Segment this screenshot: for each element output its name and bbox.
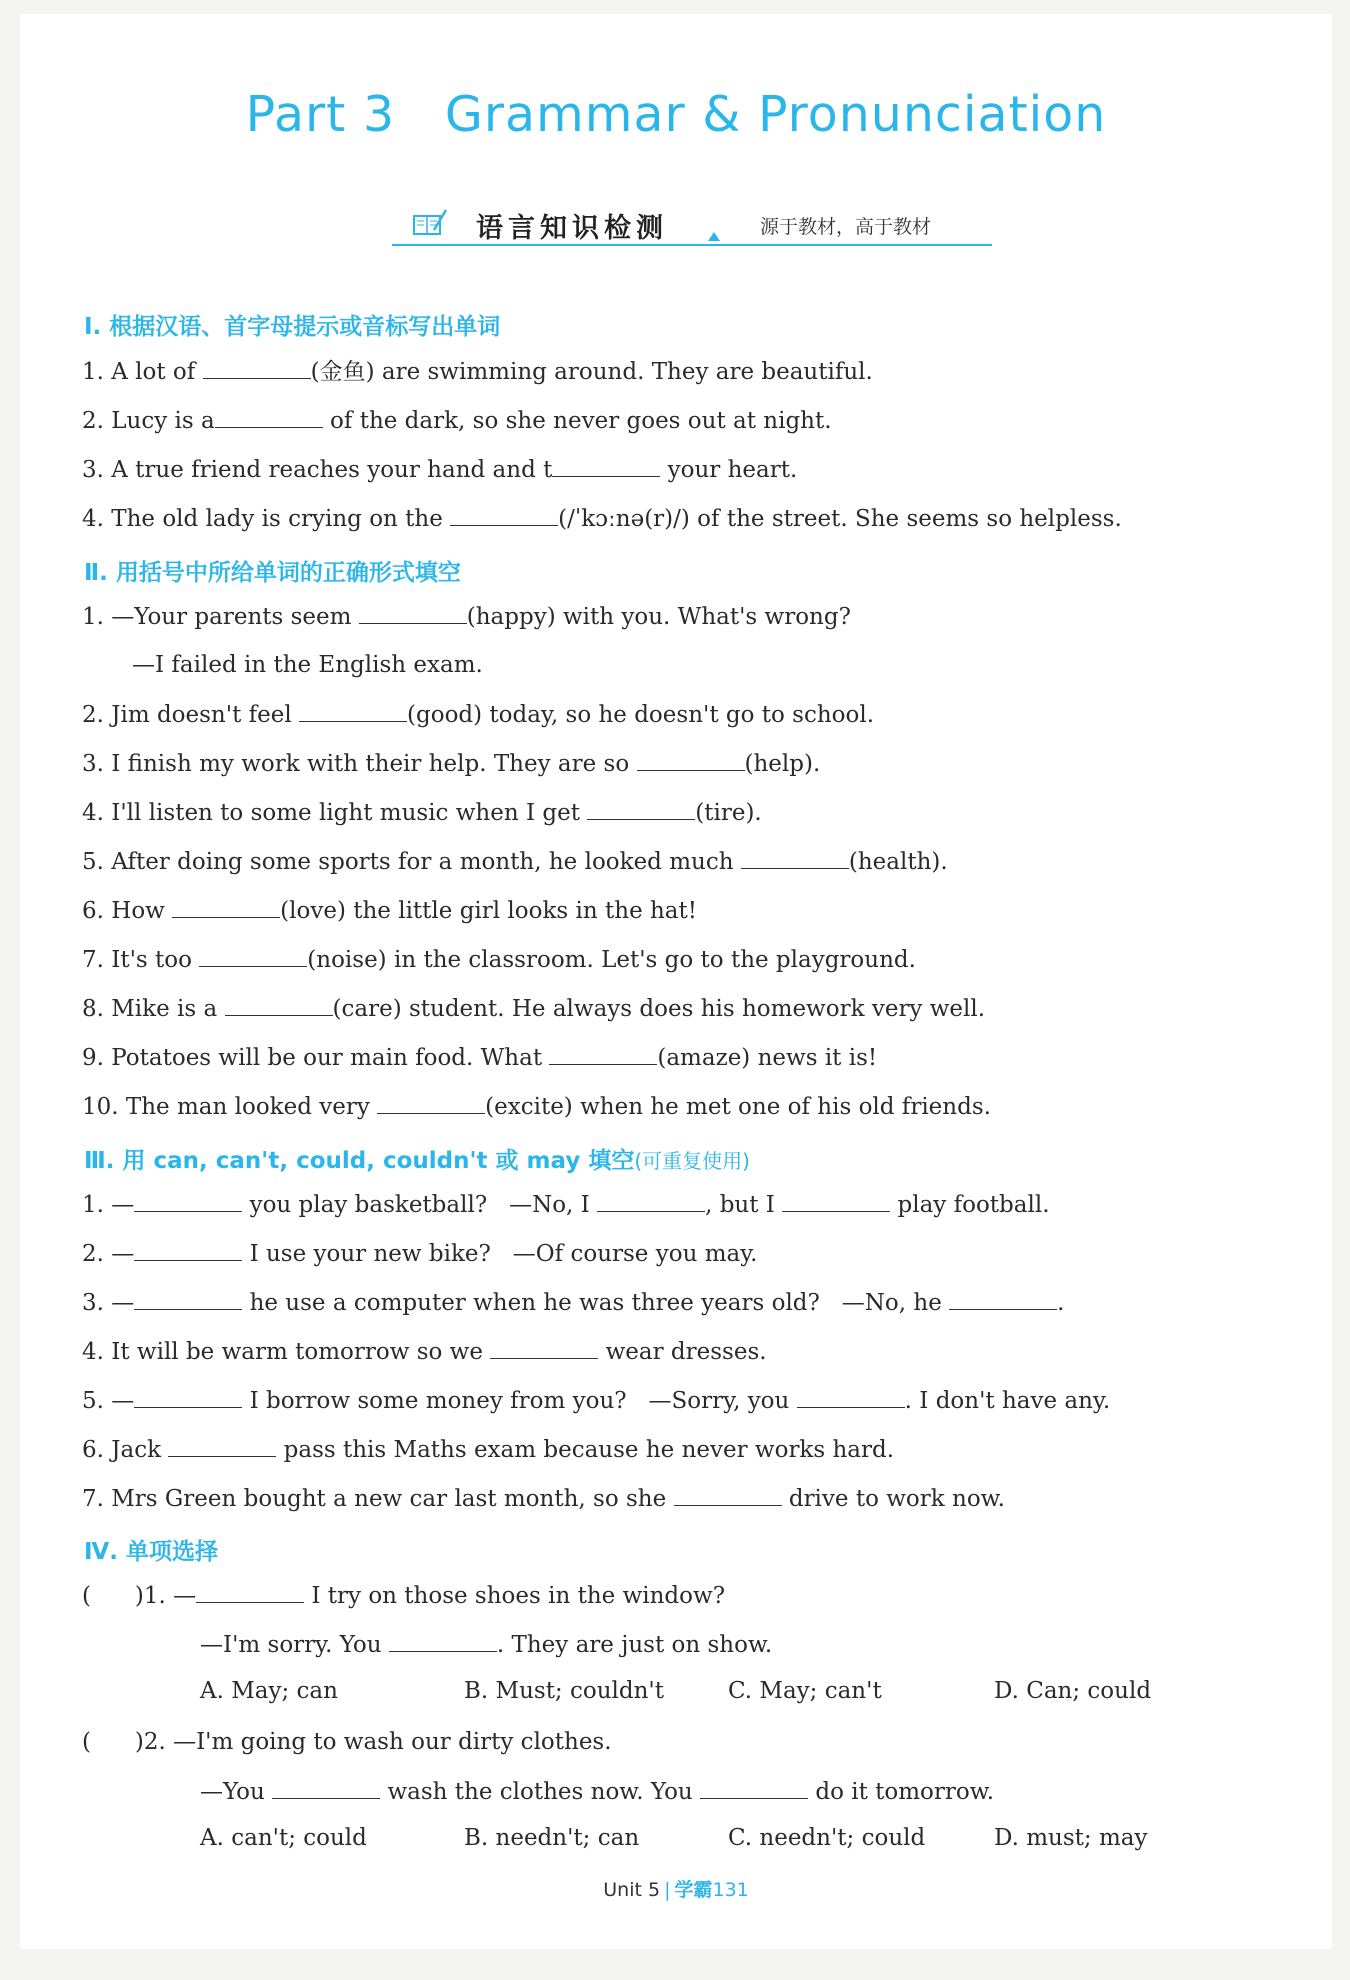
question-text: 5. After doing some sports for a month, he looked much: [82, 849, 741, 875]
question-2-2: [82, 699, 874, 730]
footer-divider: |: [664, 1879, 671, 1901]
question-text: (happy) with you. What's wrong?: [466, 604, 851, 630]
question-text: your heart.: [660, 457, 798, 483]
question-text: (/ˈkɔːnə(r)/) of the street. She seems so helpless.: [558, 506, 1122, 532]
section-3-note: (可重复使用): [634, 1149, 750, 1173]
answer-blank[interactable]: [782, 1189, 890, 1212]
question-text: 2. —: [82, 1241, 135, 1267]
question-2-6: [82, 895, 697, 926]
section-3-title: Ⅲ. 用 can, can't, could, couldn't 或 may 填空: [84, 1148, 635, 1174]
question-4-2: ( )2. —I'm going to wash our dirty clothes.: [82, 1729, 612, 1755]
question-1-3: [82, 454, 797, 485]
question-text: ( )1. —: [82, 1583, 197, 1609]
question-text: 6. How: [82, 898, 173, 924]
option-d[interactable]: D. Can; could: [994, 1678, 1152, 1704]
option-a[interactable]: A. May; can: [200, 1678, 338, 1704]
question-2-8: [82, 993, 985, 1024]
answer-blank[interactable]: [741, 846, 849, 869]
question-text: 3. A true friend reaches your hand and t: [82, 457, 553, 483]
question-4-2-reply: [200, 1776, 994, 1807]
question-text: —You: [200, 1779, 273, 1805]
question-2-3: [82, 748, 820, 779]
answer-blank[interactable]: [299, 699, 407, 722]
question-text: I borrow some money from you? —Sorry, you: [242, 1388, 797, 1414]
question-text: (good) today, so he doesn't go to school.: [407, 702, 875, 728]
question-text: he use a computer when he was three years old? —No, he: [242, 1290, 950, 1316]
answer-blank[interactable]: [389, 1629, 497, 1652]
answer-blank[interactable]: [674, 1483, 782, 1506]
page-number: 131: [712, 1879, 749, 1901]
question-text: I try on those shoes in the window?: [304, 1583, 726, 1609]
section-3-heading: [84, 1142, 750, 1175]
question-text: 7. It's too: [82, 947, 200, 973]
answer-blank[interactable]: [203, 356, 311, 379]
question-text: 3. —: [82, 1290, 135, 1316]
banner-title: 语言知识检测: [476, 213, 668, 244]
question-2-10: [82, 1091, 991, 1122]
question-text: 2. Lucy is a: [82, 408, 215, 434]
question-text: 8. Mike is a: [82, 996, 225, 1022]
question-text: 1. A lot of: [82, 359, 203, 385]
question-3-2: [82, 1238, 757, 1269]
option-b[interactable]: B. Must; couldn't: [464, 1678, 664, 1704]
answer-blank[interactable]: [377, 1091, 485, 1114]
question-2-5: [82, 846, 948, 877]
question-text: (amaze) news it is!: [657, 1045, 878, 1071]
question-2-1-reply: —I failed in the English exam.: [132, 652, 483, 678]
question-3-7: [82, 1483, 1005, 1514]
question-4-1-reply: [200, 1629, 772, 1660]
question-3-1: [82, 1189, 1050, 1220]
question-text: 7. Mrs Green bought a new car last month, so she: [82, 1486, 674, 1512]
section-1-heading: Ⅰ. 根据汉语、首字母提示或音标写出单词: [84, 314, 501, 340]
option-c[interactable]: C. May; can't: [728, 1678, 882, 1704]
question-text: —I'm sorry. You: [200, 1632, 389, 1658]
question-text: 2. Jim doesn't feel: [82, 702, 300, 728]
question-text: of the dark, so she never goes out at night.: [322, 408, 832, 434]
question-2-1: [82, 601, 851, 632]
option-d[interactable]: D. must; may: [994, 1825, 1148, 1851]
question-text: you play basketball? —No, I: [242, 1192, 598, 1218]
answer-blank[interactable]: [215, 405, 323, 428]
question-2-4: [82, 797, 762, 828]
footer-unit: Unit 5: [603, 1879, 661, 1901]
question-text: 9. Potatoes will be our main food. What: [82, 1045, 550, 1071]
section-banner: [392, 204, 992, 246]
answer-blank[interactable]: [700, 1776, 808, 1799]
question-text: 4. I'll listen to some light music when I get: [82, 800, 588, 826]
answer-blank[interactable]: [552, 454, 660, 477]
question-text: (health).: [848, 849, 948, 875]
footer-brand: 学霸: [674, 1879, 713, 1901]
section-2-heading: Ⅱ. 用括号中所给单词的正确形式填空: [84, 560, 461, 586]
answer-blank[interactable]: [199, 944, 307, 967]
answer-blank[interactable]: [359, 601, 467, 624]
answer-blank[interactable]: [450, 503, 558, 526]
answer-blank[interactable]: [168, 1434, 276, 1457]
question-2-7: [82, 944, 916, 975]
workbook-page: [20, 14, 1332, 1949]
question-text: play football.: [890, 1192, 1050, 1218]
question-text: wash the clothes now. You: [380, 1779, 701, 1805]
question-text: (excite) when he met one of his old friends.: [485, 1094, 991, 1120]
question-text: (金鱼) are swimming around. They are beautiful.: [310, 359, 873, 385]
answer-blank[interactable]: [597, 1189, 705, 1212]
answer-blank[interactable]: [490, 1336, 598, 1359]
question-text: I use your new bike? —Of course you may.: [242, 1241, 758, 1267]
question-text: 6. Jack: [82, 1437, 169, 1463]
answer-blank[interactable]: [134, 1238, 242, 1261]
question-3-4: [82, 1336, 767, 1367]
banner-marker: [708, 232, 720, 241]
question-3-6: [82, 1434, 894, 1465]
question-text: (care) student. He always does his homework very well.: [332, 996, 986, 1022]
question-text: pass this Maths exam because he never works hard.: [276, 1437, 895, 1463]
option-c[interactable]: C. needn't; could: [728, 1825, 926, 1851]
answer-blank[interactable]: [196, 1580, 304, 1603]
question-text: 5. —: [82, 1388, 135, 1414]
question-3-5: [82, 1385, 1110, 1416]
page-title: Part 3 Grammar & Pronunciation: [245, 86, 1107, 143]
question-text: (help).: [744, 751, 821, 777]
question-text: (tire).: [695, 800, 762, 826]
section-4-heading: Ⅳ. 单项选择: [84, 1539, 219, 1565]
answer-blank[interactable]: [134, 1287, 242, 1310]
question-text: 4. The old lady is crying on the: [82, 506, 451, 532]
answer-blank[interactable]: [587, 797, 695, 820]
answer-blank[interactable]: [134, 1189, 242, 1212]
option-a[interactable]: A. can't; could: [200, 1825, 367, 1851]
banner-subtitle: 源于教材，高于教材: [760, 216, 932, 238]
answer-blank[interactable]: [225, 993, 333, 1016]
answer-blank[interactable]: [949, 1287, 1057, 1310]
answer-blank[interactable]: [172, 895, 280, 918]
question-text: do it tomorrow.: [808, 1779, 995, 1805]
question-text: drive to work now.: [781, 1486, 1005, 1512]
question-1-2: [82, 405, 832, 436]
question-1-1: [82, 356, 873, 387]
answer-blank[interactable]: [797, 1385, 905, 1408]
question-text: .: [1057, 1290, 1065, 1316]
question-4-1: [82, 1580, 725, 1611]
question-text: . They are just on show.: [496, 1632, 773, 1658]
question-2-9: [82, 1042, 877, 1073]
question-text: wear dresses.: [598, 1339, 767, 1365]
book-icon: [412, 208, 448, 238]
question-text: , but I: [705, 1192, 783, 1218]
question-text: . I don't have any.: [904, 1388, 1111, 1414]
answer-blank[interactable]: [549, 1042, 657, 1065]
question-text: (noise) in the classroom. Let's go to the playground.: [307, 947, 916, 973]
question-text: 4. It will be warm tomorrow so we: [82, 1339, 491, 1365]
question-text: 3. I finish my work with their help. They are so: [82, 751, 637, 777]
page-footer: [20, 1875, 1332, 1902]
question-text: 1. —Your parents seem: [82, 604, 359, 630]
option-b[interactable]: B. needn't; can: [464, 1825, 640, 1851]
question-text: (love) the little girl looks in the hat!: [280, 898, 698, 924]
answer-blank[interactable]: [134, 1385, 242, 1408]
answer-blank[interactable]: [637, 748, 745, 771]
question-3-3: [82, 1287, 1064, 1318]
question-1-4: [82, 503, 1122, 534]
question-text: 1. —: [82, 1192, 135, 1218]
question-text: 10. The man looked very: [82, 1094, 378, 1120]
answer-blank[interactable]: [272, 1776, 380, 1799]
